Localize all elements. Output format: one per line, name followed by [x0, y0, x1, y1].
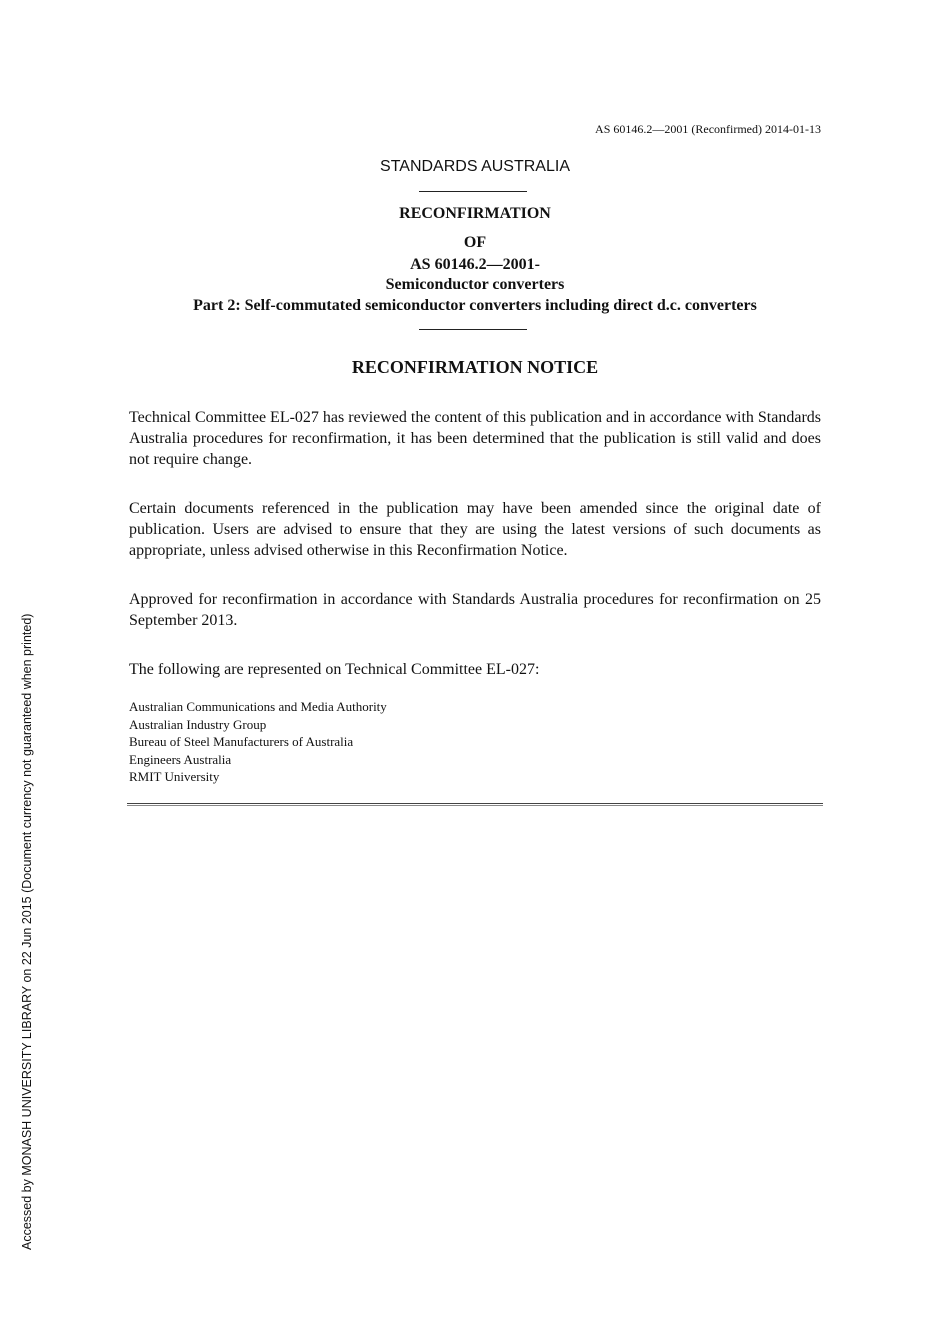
list-item: Australian Communications and Media Authority: [129, 699, 387, 714]
title-bottom-divider: [419, 329, 527, 330]
end-divider: [127, 803, 823, 806]
notice-paragraph-approval: Approved for reconfirmation in accordance with Standards Australia procedures for reconfirmation on 25 September 2013.: [129, 591, 821, 629]
organization-name: STANDARDS AUSTRALIA: [380, 158, 570, 175]
title-top-divider: [419, 191, 527, 192]
notice-heading: RECONFIRMATION NOTICE: [351, 357, 599, 377]
title-of: OF: [463, 234, 487, 251]
notice-paragraph-references: Certain documents referenced in the publication may have been amended since the original date of publication. Users are advised to ensure that they are using the latest versions of such documents as appropriate, unless advised otherwise in this Reconfirmation Notice.: [129, 500, 821, 559]
document-identifier: AS 60146.2—2001 (Reconfirmed) 2014-01-13: [595, 122, 821, 136]
title-standard-part: Part 2: Self-commutated semiconductor converters including direct d.c. converters: [193, 297, 757, 314]
notice-paragraph-committee-intro: The following are represented on Technical Committee EL-027:: [129, 661, 540, 678]
title-standard-number: AS 60146.2—2001-: [410, 256, 540, 273]
notice-paragraph-review: Technical Committee EL-027 has reviewed the content of this publication and in accordance with Standards Australia procedures for reconfirmation, it has been determined that the publication is still valid and does not require change.: [129, 409, 821, 468]
list-item: Bureau of Steel Manufacturers of Australia: [129, 734, 354, 749]
committee-member-list: [129, 698, 387, 786]
title-standard-name: Semiconductor converters: [385, 276, 565, 293]
list-item: RMIT University: [129, 769, 220, 784]
access-watermark: Accessed by MONASH UNIVERSITY LIBRARY on 22 Jun 2015 (Document currency not guaranteed when printed): [20, 613, 34, 1250]
title-reconfirmation: RECONFIRMATION: [399, 205, 551, 222]
list-item: Australian Industry Group: [129, 716, 267, 732]
list-item: Engineers Australia: [129, 751, 232, 767]
